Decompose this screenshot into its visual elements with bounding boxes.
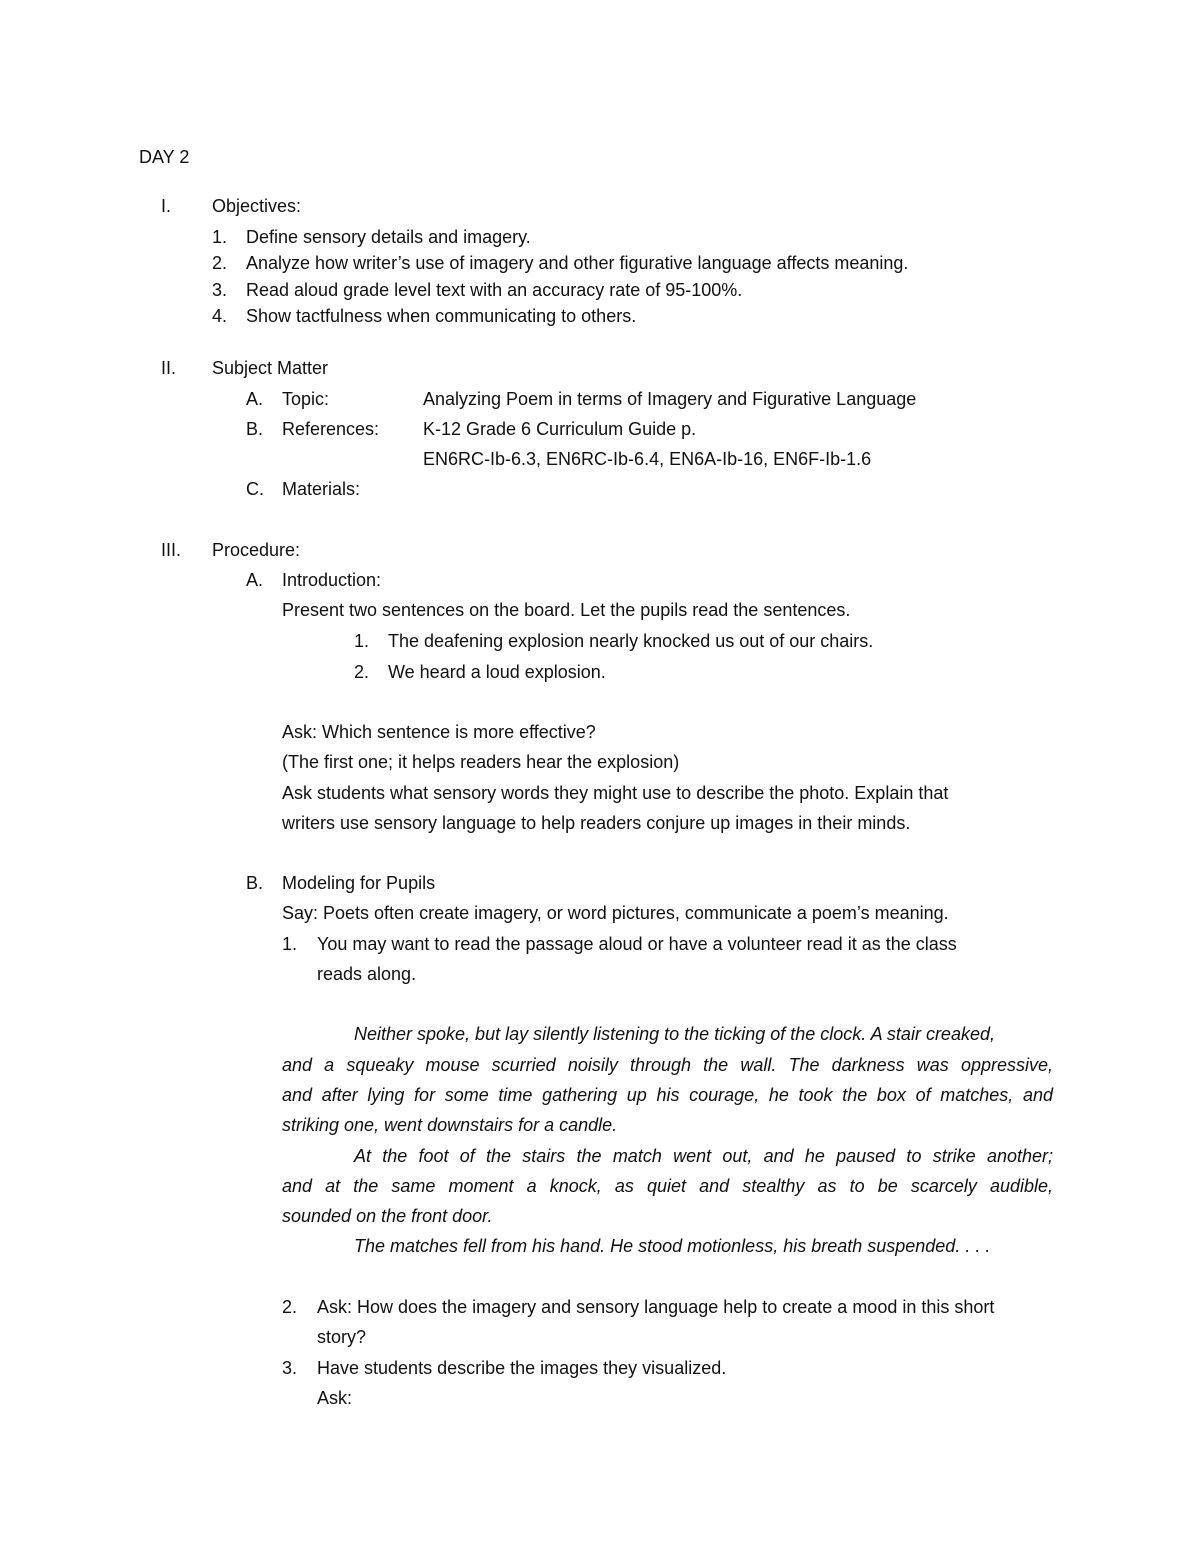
introduction-ask: Ask: Which sentence is more effective? (282, 722, 596, 742)
passage-line-4: striking one, went downstairs for a candle. (282, 1115, 618, 1135)
sentence-1-text: The deafening explosion nearly knocked us out of our chairs. (388, 631, 874, 651)
objective-2-number: 2. (212, 253, 228, 273)
passage-line-1: Neither spoke, but lay silently listening to the ticking of the clock. A stair creaked, (354, 1024, 995, 1044)
objective-3-number: 3. (212, 280, 228, 300)
passage-line-3: and after lying for some time gathering up his courage, he took the box of matches, and (282, 1085, 1053, 1105)
sentence-2-text: We heard a loud explosion. (388, 662, 606, 682)
materials-label: Materials: (282, 479, 361, 499)
passage-line-7: sounded on the front door. (282, 1206, 493, 1226)
materials-letter: C. (246, 479, 264, 499)
section-1-heading: Objectives: (212, 196, 302, 216)
sentence-1-number: 1. (354, 631, 370, 651)
introduction-answer: (The first one; it helps readers hear the explosion) (282, 752, 680, 772)
topic-value: Analyzing Poem in terms of Imagery and Figurative Language (423, 389, 917, 409)
modeling-step-1-number: 1. (282, 934, 298, 954)
modeling-step-1-line-2: reads along. (317, 964, 417, 984)
introduction-instruction: Present two sentences on the board. Let the pupils read the sentences. (282, 600, 851, 620)
introduction-label: Introduction: (282, 570, 382, 590)
topic-label: Topic: (282, 389, 330, 409)
section-1-numeral: I. (161, 196, 172, 216)
modeling-step-2-number: 2. (282, 1297, 298, 1317)
objective-4-number: 4. (212, 306, 228, 326)
introduction-explain-line-2: writers use sensory language to help readers conjure up images in their minds. (282, 813, 911, 833)
references-value: K-12 Grade 6 Curriculum Guide p. (423, 419, 697, 439)
sentence-2-number: 2. (354, 662, 370, 682)
modeling-step-3-number: 3. (282, 1358, 298, 1378)
modeling-label: Modeling for Pupils (282, 873, 436, 893)
introduction-letter: A. (246, 570, 264, 590)
objective-3-text: Read aloud grade level text with an accuracy rate of 95-100%. (246, 280, 743, 300)
passage-line-5: At the foot of the stairs the match went out, and he paused to strike another; (354, 1146, 1053, 1166)
section-2-heading: Subject Matter (212, 358, 329, 378)
modeling-letter: B. (246, 873, 264, 893)
modeling-say: Say: Poets often create imagery, or word pictures, communicate a poem’s meaning. (282, 903, 949, 923)
passage-line-6: and at the same moment a knock, as quiet and stealthy as to be scarcely audible, (282, 1176, 1053, 1196)
objective-1-text: Define sensory details and imagery. (246, 227, 531, 247)
section-2-numeral: II. (161, 358, 177, 378)
modeling-step-3-text: Have students describe the images they visualized. (317, 1358, 727, 1378)
day-heading: DAY 2 (139, 147, 190, 167)
topic-letter: A. (246, 389, 264, 409)
section-3-numeral: III. (161, 540, 182, 560)
references-letter: B. (246, 419, 264, 439)
objective-2-text: Analyze how writer’s use of imagery and other figurative language affects meaning. (246, 253, 909, 273)
objective-4-text: Show tactfulness when communicating to others. (246, 306, 637, 326)
modeling-step-1-line-1: You may want to read the passage aloud or have a volunteer read it as the class (317, 934, 957, 954)
references-codes: EN6RC-Ib-6.3, EN6RC-Ib-6.4, EN6A-Ib-16, EN6F-Ib-1.6 (423, 449, 872, 469)
passage-line-8: The matches fell from his hand. He stood motionless, his breath suspended. . . . (354, 1236, 991, 1256)
references-label: References: (282, 419, 380, 439)
section-3-heading: Procedure: (212, 540, 301, 560)
objective-1-number: 1. (212, 227, 228, 247)
passage-line-2: and a squeaky mouse scurried noisily through the wall. The darkness was oppressive, (282, 1055, 1053, 1075)
modeling-step-3-ask: Ask: (317, 1388, 353, 1408)
introduction-explain-line-1: Ask students what sensory words they might use to describe the photo. Explain that (282, 783, 949, 803)
modeling-step-2-line-2: story? (317, 1327, 367, 1347)
modeling-step-2-line-1: Ask: How does the imagery and sensory language help to create a mood in this short (317, 1297, 995, 1317)
